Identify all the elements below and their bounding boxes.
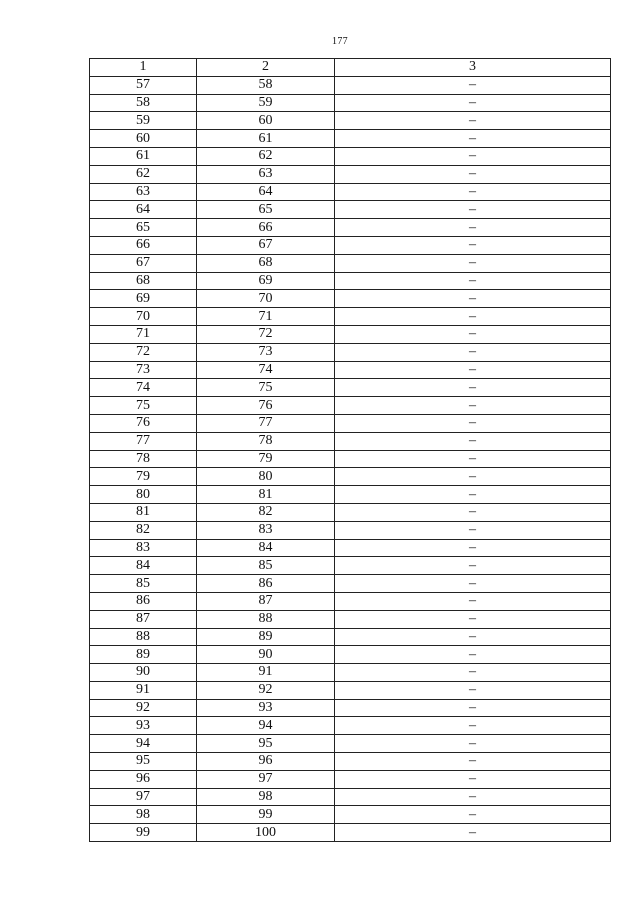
table-cell-col-3: –: [335, 236, 611, 254]
table-row: [90, 272, 611, 290]
table-cell-col-1: 75: [90, 397, 197, 415]
table-cell-col-3: –: [335, 557, 611, 575]
table-cell-col-3: –: [335, 503, 611, 521]
table-body: [90, 76, 611, 841]
table-row: [90, 699, 611, 717]
table-cell-col-2: 88: [197, 610, 335, 628]
table-row: [90, 753, 611, 771]
table-row: [90, 664, 611, 682]
table-cell-col-1: 61: [90, 147, 197, 165]
table-row: [90, 379, 611, 397]
table-cell-col-3: –: [335, 183, 611, 201]
table-row: [90, 236, 611, 254]
table-cell-col-2: 95: [197, 735, 335, 753]
table-row: [90, 290, 611, 308]
table-cell-col-3: –: [335, 147, 611, 165]
table-cell-col-2: 78: [197, 432, 335, 450]
table-cell-col-1: 81: [90, 503, 197, 521]
table-row: [90, 806, 611, 824]
table-cell-col-2: 79: [197, 450, 335, 468]
table-row: [90, 343, 611, 361]
table-cell-col-1: 88: [90, 628, 197, 646]
table-cell-col-1: 93: [90, 717, 197, 735]
table-cell-col-3: –: [335, 486, 611, 504]
table-cell-col-1: 67: [90, 254, 197, 272]
table-row: [90, 521, 611, 539]
table-cell-col-2: 94: [197, 717, 335, 735]
table-cell-col-2: 90: [197, 646, 335, 664]
table-row: [90, 112, 611, 130]
table-row: [90, 468, 611, 486]
table-row: [90, 361, 611, 379]
table-row: [90, 76, 611, 94]
table-header-row: [90, 59, 611, 77]
table-header: [90, 59, 611, 77]
table-cell-col-3: –: [335, 325, 611, 343]
table-cell-col-2: 91: [197, 664, 335, 682]
table-cell-col-1: 89: [90, 646, 197, 664]
table-cell-col-2: 75: [197, 379, 335, 397]
table-cell-col-1: 57: [90, 76, 197, 94]
table-cell-col-2: 71: [197, 308, 335, 326]
table-row: [90, 308, 611, 326]
table-cell-col-1: 90: [90, 664, 197, 682]
table-cell-col-3: –: [335, 717, 611, 735]
table-row: [90, 432, 611, 450]
table-row: [90, 610, 611, 628]
table-row: [90, 486, 611, 504]
table-row: [90, 450, 611, 468]
table-row: [90, 735, 611, 753]
table-cell-col-2: 65: [197, 201, 335, 219]
table-row: [90, 94, 611, 112]
table-cell-col-2: 89: [197, 628, 335, 646]
table-cell-col-3: –: [335, 806, 611, 824]
table-cell-col-2: 84: [197, 539, 335, 557]
table-row: [90, 592, 611, 610]
table-cell-col-3: –: [335, 628, 611, 646]
table-cell-col-2: 86: [197, 575, 335, 593]
table-cell-col-1: 86: [90, 592, 197, 610]
table-cell-col-1: 70: [90, 308, 197, 326]
table-cell-col-1: 96: [90, 770, 197, 788]
table-cell-col-1: 78: [90, 450, 197, 468]
table-cell-col-3: –: [335, 521, 611, 539]
table-row: [90, 575, 611, 593]
table-cell-col-3: –: [335, 753, 611, 771]
table-cell-col-1: 84: [90, 557, 197, 575]
table-cell-col-2: 59: [197, 94, 335, 112]
table-cell-col-1: 65: [90, 219, 197, 237]
table-cell-col-1: 98: [90, 806, 197, 824]
table-cell-col-2: 66: [197, 219, 335, 237]
table-row: [90, 628, 611, 646]
table-cell-col-1: 99: [90, 824, 197, 842]
table-row: [90, 254, 611, 272]
table-cell-col-3: –: [335, 432, 611, 450]
table-row: [90, 770, 611, 788]
table-cell-col-3: –: [335, 361, 611, 379]
table-row: [90, 681, 611, 699]
table-cell-col-1: 59: [90, 112, 197, 130]
table-row: [90, 646, 611, 664]
table-cell-col-1: 63: [90, 183, 197, 201]
table-cell-col-3: –: [335, 130, 611, 148]
table-cell-col-3: –: [335, 165, 611, 183]
table-cell-col-2: 68: [197, 254, 335, 272]
table-cell-col-3: –: [335, 664, 611, 682]
table-cell-col-2: 96: [197, 753, 335, 771]
table-cell-col-1: 82: [90, 521, 197, 539]
page-number: 177: [332, 36, 348, 47]
table-cell-col-3: –: [335, 308, 611, 326]
table-cell-col-1: 64: [90, 201, 197, 219]
table-cell-col-3: –: [335, 343, 611, 361]
table-row: [90, 414, 611, 432]
column-header-2: 2: [197, 59, 335, 77]
table-cell-col-3: –: [335, 290, 611, 308]
table-cell-col-2: 99: [197, 806, 335, 824]
table-cell-col-2: 77: [197, 414, 335, 432]
table-row: [90, 130, 611, 148]
table-cell-col-1: 91: [90, 681, 197, 699]
table-row: [90, 325, 611, 343]
table-cell-col-3: –: [335, 646, 611, 664]
data-table: [89, 58, 611, 842]
table-cell-col-2: 58: [197, 76, 335, 94]
table-cell-col-1: 73: [90, 361, 197, 379]
table-cell-col-2: 80: [197, 468, 335, 486]
table-cell-col-1: 94: [90, 735, 197, 753]
table-cell-col-2: 67: [197, 236, 335, 254]
table-cell-col-1: 92: [90, 699, 197, 717]
table-cell-col-2: 69: [197, 272, 335, 290]
table-row: [90, 219, 611, 237]
table-cell-col-1: 72: [90, 343, 197, 361]
table-cell-col-2: 81: [197, 486, 335, 504]
table-row: [90, 183, 611, 201]
table-cell-col-3: –: [335, 681, 611, 699]
table-cell-col-2: 93: [197, 699, 335, 717]
table-cell-col-2: 74: [197, 361, 335, 379]
table-row: [90, 539, 611, 557]
table-cell-col-2: 72: [197, 325, 335, 343]
table-cell-col-3: –: [335, 219, 611, 237]
table-row: [90, 201, 611, 219]
table-row: [90, 717, 611, 735]
table-cell-col-3: –: [335, 414, 611, 432]
table-cell-col-2: 87: [197, 592, 335, 610]
table-cell-col-3: –: [335, 770, 611, 788]
table-cell-col-1: 95: [90, 753, 197, 771]
table-row: [90, 147, 611, 165]
table-cell-col-3: –: [335, 592, 611, 610]
table-cell-col-1: 66: [90, 236, 197, 254]
table-cell-col-3: –: [335, 735, 611, 753]
table-cell-col-2: 82: [197, 503, 335, 521]
table-cell-col-3: –: [335, 254, 611, 272]
table-row: [90, 557, 611, 575]
table-cell-col-2: 62: [197, 147, 335, 165]
table-cell-col-3: –: [335, 699, 611, 717]
table-cell-col-3: –: [335, 112, 611, 130]
table-cell-col-2: 73: [197, 343, 335, 361]
table-cell-col-2: 98: [197, 788, 335, 806]
table-cell-col-3: –: [335, 539, 611, 557]
column-header-1: 1: [90, 59, 197, 77]
table-cell-col-2: 92: [197, 681, 335, 699]
table-cell-col-1: 71: [90, 325, 197, 343]
table-cell-col-1: 79: [90, 468, 197, 486]
table-cell-col-2: 83: [197, 521, 335, 539]
table-row: [90, 165, 611, 183]
table-cell-col-2: 85: [197, 557, 335, 575]
table-cell-col-1: 76: [90, 414, 197, 432]
table-cell-col-3: –: [335, 788, 611, 806]
table-cell-col-2: 63: [197, 165, 335, 183]
table-cell-col-3: –: [335, 272, 611, 290]
table-cell-col-3: –: [335, 379, 611, 397]
table-cell-col-1: 87: [90, 610, 197, 628]
table-cell-col-3: –: [335, 468, 611, 486]
table-cell-col-1: 85: [90, 575, 197, 593]
table-cell-col-1: 80: [90, 486, 197, 504]
table-cell-col-3: –: [335, 610, 611, 628]
table-row: [90, 397, 611, 415]
table-cell-col-3: –: [335, 201, 611, 219]
table-cell-col-2: 97: [197, 770, 335, 788]
table-cell-col-1: 60: [90, 130, 197, 148]
table-cell-col-1: 83: [90, 539, 197, 557]
table-cell-col-1: 77: [90, 432, 197, 450]
table-row: [90, 824, 611, 842]
table-cell-col-2: 70: [197, 290, 335, 308]
table-cell-col-3: –: [335, 94, 611, 112]
table-row: [90, 788, 611, 806]
table-cell-col-1: 74: [90, 379, 197, 397]
table-cell-col-2: 100: [197, 824, 335, 842]
table-cell-col-3: –: [335, 575, 611, 593]
table-cell-col-2: 76: [197, 397, 335, 415]
table-cell-col-3: –: [335, 76, 611, 94]
table-cell-col-3: –: [335, 824, 611, 842]
table-cell-col-2: 61: [197, 130, 335, 148]
table-cell-col-2: 64: [197, 183, 335, 201]
table-cell-col-2: 60: [197, 112, 335, 130]
table-cell-col-1: 69: [90, 290, 197, 308]
column-header-3: 3: [335, 59, 611, 77]
table-row: [90, 503, 611, 521]
table-cell-col-1: 58: [90, 94, 197, 112]
table-cell-col-1: 62: [90, 165, 197, 183]
table-cell-col-3: –: [335, 397, 611, 415]
table-cell-col-1: 68: [90, 272, 197, 290]
table-cell-col-1: 97: [90, 788, 197, 806]
table-cell-col-3: –: [335, 450, 611, 468]
